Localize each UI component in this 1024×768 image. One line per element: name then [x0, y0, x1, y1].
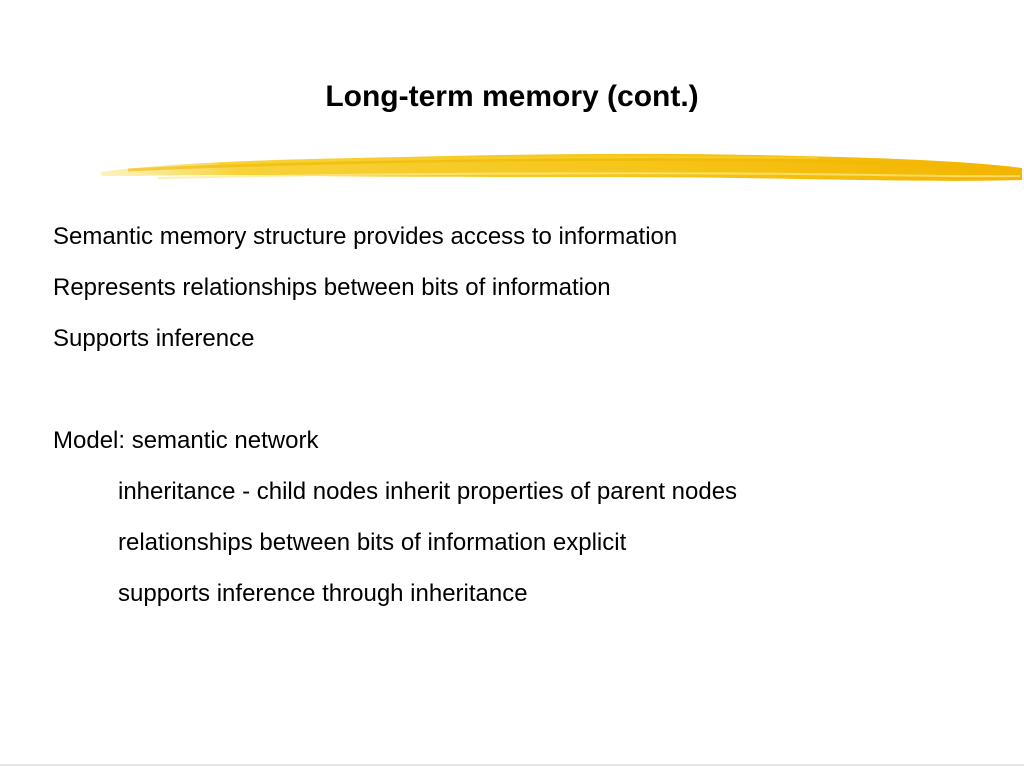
- bullet-line: Supports inference: [53, 325, 255, 352]
- yellow-brush-stroke: [98, 146, 1024, 190]
- slide-body: [53, 221, 1013, 629]
- bullet-line: Model: semantic network: [53, 427, 319, 454]
- sub-bullet-line: supports inference through inheritance: [118, 580, 528, 607]
- bullet-line: Represents relationships between bits of information: [53, 274, 611, 301]
- bottom-divider: [0, 764, 1024, 766]
- sub-bullet-line: inheritance - child nodes inherit properties of parent nodes: [118, 478, 738, 505]
- bullet-line: Semantic memory structure provides access to information: [53, 223, 678, 250]
- slide-title: Long-term memory (cont.): [325, 80, 699, 113]
- blank-line: [53, 374, 1013, 425]
- sub-bullet-line: relationships between bits of information explicit: [118, 529, 627, 556]
